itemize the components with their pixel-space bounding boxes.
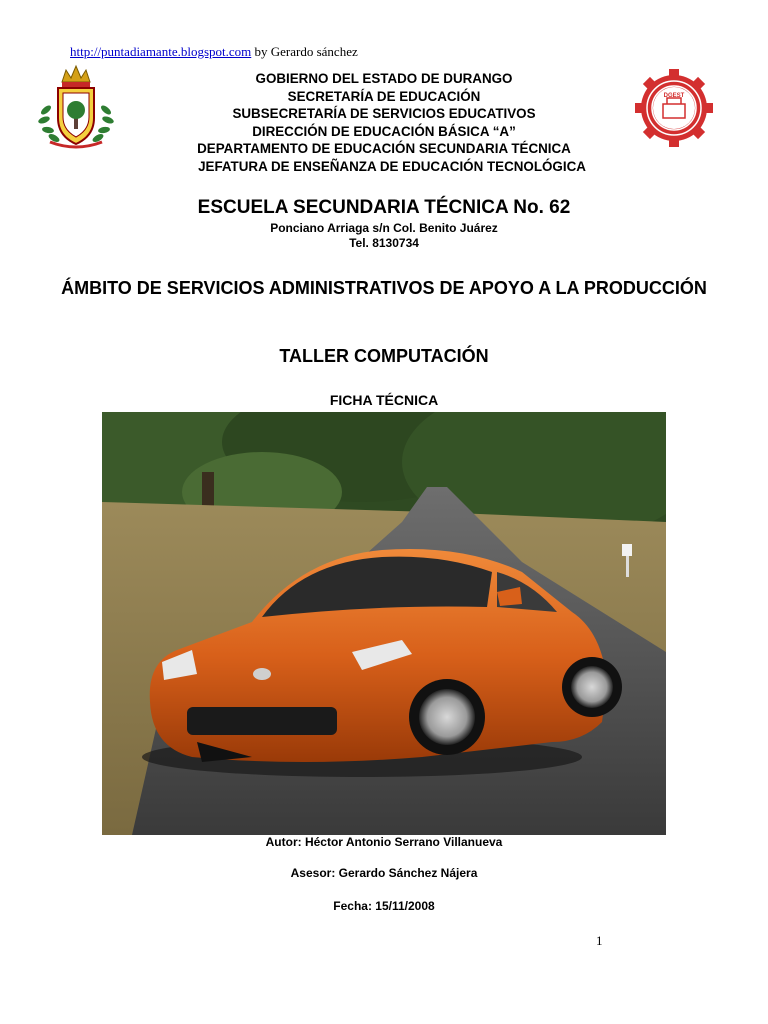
durango-coat-of-arms-icon (36, 60, 116, 150)
school-phone: Tel. 8130734 (349, 236, 419, 250)
taller-title: TALLER COMPUTACIÓN (279, 346, 489, 366)
gov-line: SECRETARÍA DE EDUCACIÓN (287, 88, 481, 104)
orange-sports-car-photo (102, 412, 666, 835)
government-heading-block (120, 70, 648, 175)
gov-line: GOBIERNO DEL ESTADO DE DURANGO (255, 71, 513, 86)
page-number: 1 (596, 933, 603, 948)
school-name: ESCUELA SECUNDARIA TÉCNICA No. 62 (197, 197, 571, 218)
gov-line: DEPARTAMENTO DE EDUCACIÓN SECUNDARIA TÉCNICA (197, 141, 571, 156)
ambito-title: ÁMBITO DE SERVICIOS ADMINISTRATIVOS DE APOYO A LA PRODUCCIÓN (61, 278, 707, 298)
gov-line: DIRECCIÓN DE EDUCACIÓN BÁSICA “A” (252, 123, 516, 139)
ficha-title: FICHA TÉCNICA (329, 392, 439, 408)
byline: by Gerardo sánchez (251, 44, 358, 59)
school-address: Ponciano Arriaga s/n Col. Benito Juárez (270, 221, 498, 235)
gov-line: JEFATURA DE ENSEÑANZA DE EDUCACIÓN TECNOLÓGICA (198, 158, 586, 174)
fecha-line: Fecha: 15/11/2008 (333, 899, 435, 913)
asesor-line: Asesor: Gerardo Sánchez Nájera (290, 866, 478, 880)
school-address-block (0, 221, 768, 251)
autor-line: Autor: Héctor Antonio Serrano Villanueva (265, 835, 503, 849)
blog-link[interactable]: http://puntadiamante.blogspot.com (70, 44, 252, 59)
dgest-label: DGEST (663, 93, 685, 99)
gov-line: SUBSECRETARÍA DE SERVICIOS EDUCATIVOS (232, 106, 536, 121)
header-link-line (70, 44, 358, 60)
